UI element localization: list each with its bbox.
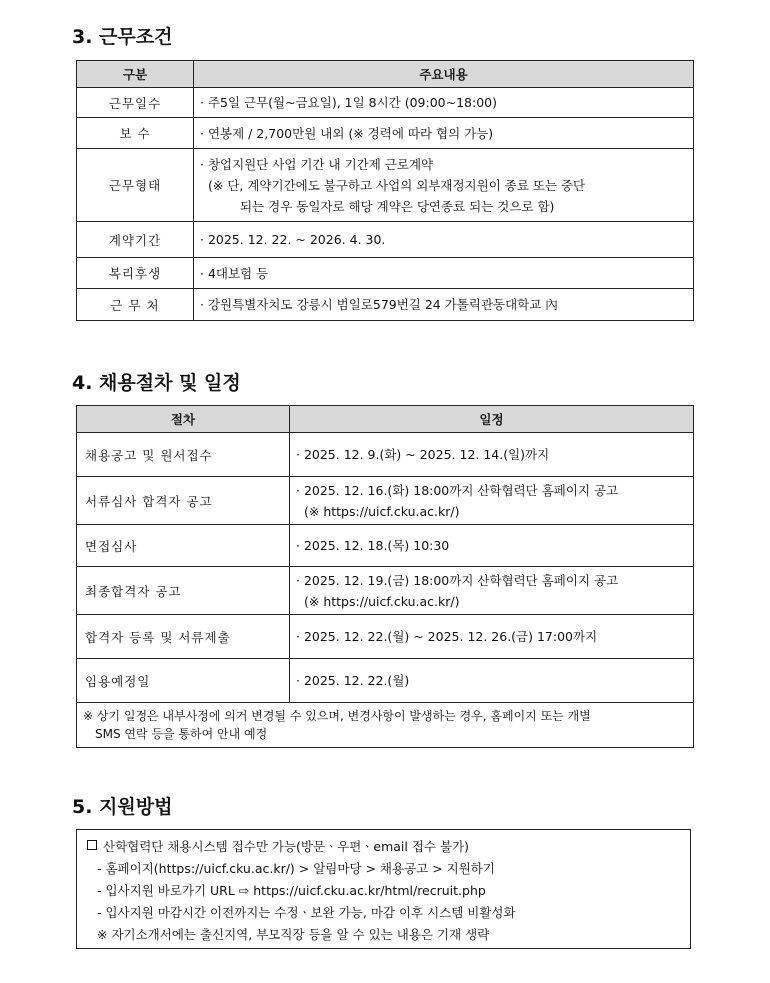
table-row (77, 477, 694, 525)
step-label: 서류심사 합격자 공고 (77, 477, 290, 525)
application-main-text: 산학협력단 채용시스템 접수만 가능(방문ㆍ우편ㆍemail 접수 불가) (103, 839, 469, 854)
step-schedule (290, 567, 694, 615)
table-header-row (77, 406, 694, 433)
table-row (77, 433, 694, 477)
table-row (77, 659, 694, 703)
note-line: ※ 상기 일정은 내부사정에 의거 변경될 수 있으며, 변경사항이 발생하는 경우, 홈페이지 또는 개별 (83, 709, 591, 723)
row-label: 근무형태 (77, 149, 194, 222)
schedule-note (77, 703, 694, 748)
table-row (77, 149, 694, 222)
row-label: 근 무 처 (77, 289, 194, 321)
schedule-url-line: (※ https://uicf.cku.ac.kr/) (304, 503, 460, 519)
table-row (77, 88, 694, 118)
section-title-recruitment-schedule: 4. 채용절차 및 일정 (72, 372, 241, 394)
step-schedule (290, 615, 694, 659)
schedule-line: · 2025. 12. 22.(월) (296, 673, 410, 688)
column-header: 구분 (77, 61, 194, 88)
table-row (77, 222, 694, 258)
table-row (77, 567, 694, 615)
schedule-line: · 2025. 12. 9.(화) ~ 2025. 12. 14.(일)까지 (296, 447, 550, 462)
row-value-line: · 창업지원단 사업 기간 내 기간제 근로계약 (200, 156, 434, 172)
column-header: 일정 (290, 406, 694, 433)
step-label: 임용예정일 (77, 659, 290, 703)
row-value (194, 258, 694, 289)
section-title-application-method: 5. 지원방법 (72, 796, 173, 818)
row-value-line: · 주5일 근무(월~금요일), 1일 8시간 (09:00~18:00) (200, 95, 497, 110)
step-schedule (290, 659, 694, 703)
table-row (77, 615, 694, 659)
row-value (194, 118, 694, 149)
step-label: 면접심사 (77, 525, 290, 567)
row-label: 복리후생 (77, 258, 194, 289)
row-value (194, 88, 694, 118)
step-schedule (290, 525, 694, 567)
row-value (194, 149, 694, 222)
row-value-line: · 2025. 12. 22. ~ 2026. 4. 30. (200, 232, 386, 247)
row-value-line: · 연봉제 / 2,700만원 내외 (※ 경력에 따라 협의 가능) (200, 125, 494, 141)
row-value-line: · 4대보험 등 (200, 265, 269, 281)
row-label: 근무일수 (77, 88, 194, 118)
row-value-line: · 강원특별자치도 강릉시 범일로579번길 24 가톨릭관동대학교 內 (200, 297, 558, 312)
table-row (77, 525, 694, 567)
application-main-line (87, 836, 680, 858)
table-note-row (77, 703, 694, 748)
schedule-line: · 2025. 12. 16.(화) 18:00까지 산학협력단 홈페이지 공고 (296, 482, 619, 498)
column-header: 절차 (77, 406, 290, 433)
row-value (194, 222, 694, 258)
table-row (77, 118, 694, 149)
row-label: 계약기간 (77, 222, 194, 258)
note-line: SMS 연락 등을 통하여 안내 예정 (95, 727, 268, 741)
row-value (194, 289, 694, 321)
work-conditions-table (76, 60, 694, 321)
recruitment-schedule-table (76, 405, 694, 748)
application-detail-line: - 입사지원 바로가기 URL ⇨ https://uicf.cku.ac.kr/html/recruit.php (97, 883, 486, 898)
step-label: 합격자 등록 및 서류제출 (77, 615, 290, 659)
application-method-box (76, 829, 691, 949)
application-detail-line: - 홈페이지(https://uicf.cku.ac.kr/) > 알림마당 > 채용공고 > 지원하기 (97, 861, 495, 876)
schedule-line: · 2025. 12. 18.(목) 10:30 (296, 538, 450, 553)
application-detail-line: - 입사지원 마감시간 이전까지는 수정ㆍ보완 가능, 마감 이후 시스템 비활성화 (97, 905, 516, 920)
schedule-line: · 2025. 12. 19.(금) 18:00까지 산학협력단 홈페이지 공고 (296, 572, 619, 588)
table-header-row (77, 61, 694, 88)
table-row (77, 289, 694, 321)
step-label: 최종합격자 공고 (77, 567, 290, 615)
column-header: 주요내용 (194, 61, 694, 88)
row-label: 보 수 (77, 118, 194, 149)
schedule-url-line: (※ https://uicf.cku.ac.kr/) (304, 593, 460, 609)
step-schedule (290, 477, 694, 525)
checkbox-square-icon (87, 840, 97, 850)
section-title-work-conditions: 3. 근무조건 (72, 26, 173, 48)
row-value-line: (※ 단, 계약기간에도 불구하고 사업의 외부재정지원이 종료 또는 중단 (208, 177, 586, 193)
step-schedule (290, 433, 694, 477)
application-note-line: ※ 자기소개서에는 출신지역, 부모직장 등을 알 수 있는 내용은 기재 생략 (97, 927, 490, 942)
table-row (77, 258, 694, 289)
schedule-line: · 2025. 12. 22.(월) ~ 2025. 12. 26.(금) 17:00까지 (296, 629, 598, 644)
step-label: 채용공고 및 원서접수 (77, 433, 290, 477)
row-value-line: 되는 경우 동일자로 해당 계약은 당연종료 되는 것으로 함) (240, 198, 555, 214)
